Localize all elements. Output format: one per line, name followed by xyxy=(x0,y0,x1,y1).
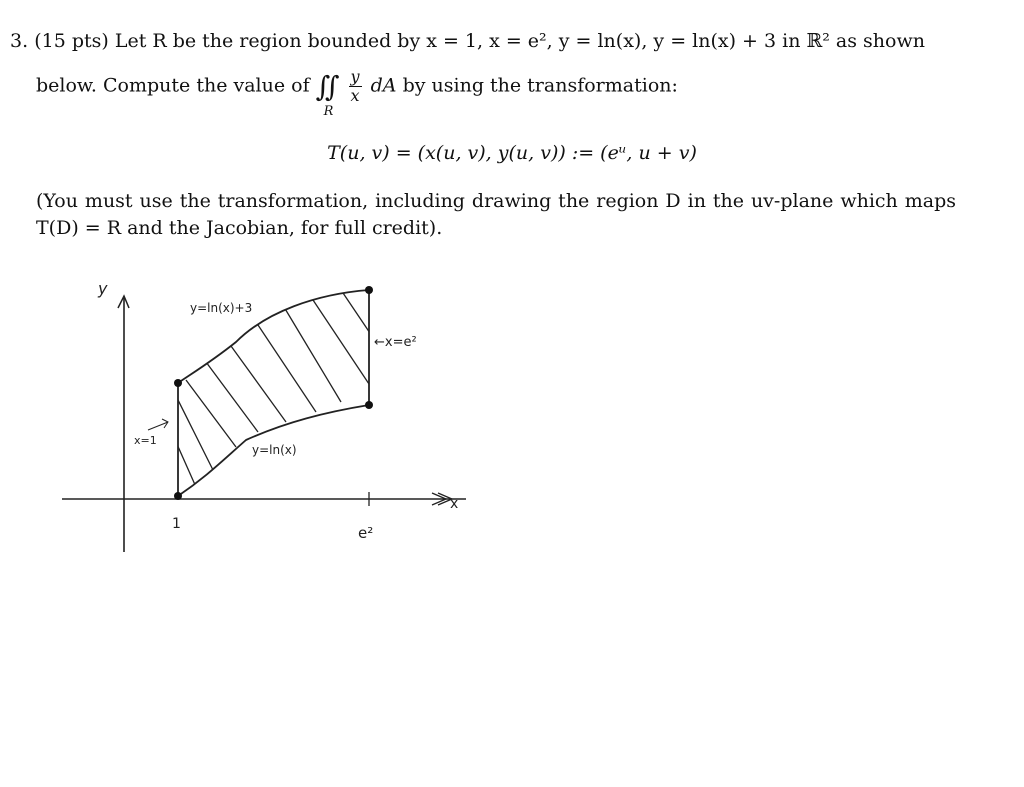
upper-curve-label: y=ln(x)+3 xyxy=(190,301,253,315)
left-boundary-label: x=1 xyxy=(134,434,157,447)
line-2-suffix: by using the transformation: xyxy=(402,74,678,97)
tick-label-e2: e² xyxy=(358,524,374,542)
integrand-fraction xyxy=(349,68,362,105)
right-boundary-label: ←x=e² xyxy=(374,335,417,350)
problem-line-1-text: Let R be the region bounded by x = 1, x = e², y = ln(x), y = ln(x) + 3 in ℝ² as shown xyxy=(114,30,925,52)
instruction-note: (You must use the transformation, including drawing the region D in the uv-plane which maps T(D) = R and the Jacobian, for full credit). xyxy=(36,190,956,239)
integrand-numerator: y xyxy=(350,67,360,86)
integrand-denominator: x xyxy=(350,86,360,105)
problem-number: 3. xyxy=(10,30,29,52)
corner-dot xyxy=(174,379,182,387)
integral-region-label: R xyxy=(323,104,334,119)
left-boundary-arrow-icon xyxy=(148,419,168,430)
tick-label-1: 1 xyxy=(172,516,181,532)
corner-dot xyxy=(174,492,182,500)
area-element: dA xyxy=(370,74,397,97)
lower-curve-label: y=ln(x) xyxy=(252,443,297,457)
region-hatching xyxy=(174,290,376,487)
corner-dot xyxy=(365,401,373,409)
line-2-prefix: below. Compute the value of xyxy=(36,74,310,97)
x-axis-label: x xyxy=(450,496,459,512)
problem-statement-line-2 xyxy=(36,67,678,119)
double-integral-symbol: ∬ R xyxy=(315,70,340,119)
region-sketch-figure xyxy=(36,262,496,562)
problem-points: (15 pts) xyxy=(34,30,109,52)
problem-statement-line-1 xyxy=(10,30,925,52)
corner-dot xyxy=(365,286,373,294)
y-axis-label: y xyxy=(98,279,108,298)
transformation-equation: T(u, v) = (x(u, v), y(u, v)) := (eᵘ, u + v) xyxy=(327,142,697,164)
